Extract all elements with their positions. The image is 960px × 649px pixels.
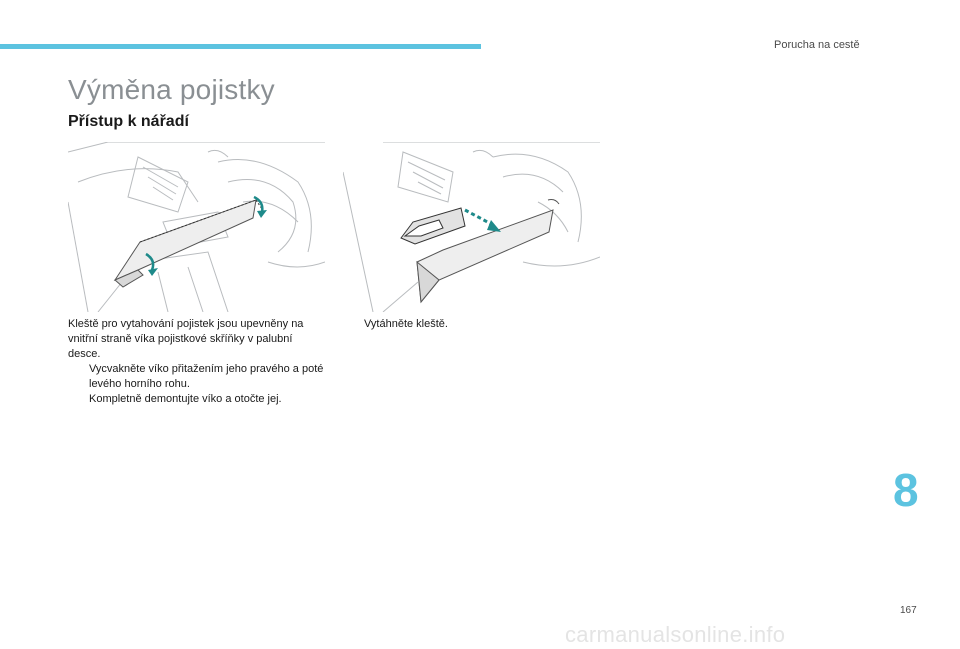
step-text: Kompletně demontujte víko a otočte jej. [89, 393, 282, 405]
dashboard-drawing-left [68, 142, 325, 312]
instructions-left [68, 317, 326, 407]
header-accent-bar [0, 44, 481, 49]
watermark: carmanualsonline.info [565, 622, 786, 647]
intro-text: Kleště pro vytahování pojistek jsou upevněny na vnitřní straně víka pojistkové skříňky v palubní desce. [68, 318, 304, 360]
step-item [68, 362, 326, 392]
step-item [343, 317, 601, 332]
step-text: Vytáhněte kleště. [364, 318, 448, 330]
instructions-right [343, 317, 601, 332]
illustration-pliers-removal [343, 142, 600, 312]
illustration-lid-removal [68, 142, 325, 312]
chapter-number: 8 [893, 464, 919, 516]
page-title: Výměna pojistky [68, 74, 275, 105]
step-text: Vycvakněte víko přitažením jeho pravého a poté levého horního rohu. [89, 363, 324, 390]
page-number: 167 [900, 605, 917, 616]
section-label: Porucha na cestě [774, 39, 860, 51]
step-item [68, 392, 326, 407]
dashboard-drawing-right [343, 142, 600, 312]
section-subtitle: Přístup k nářadí [68, 113, 189, 130]
